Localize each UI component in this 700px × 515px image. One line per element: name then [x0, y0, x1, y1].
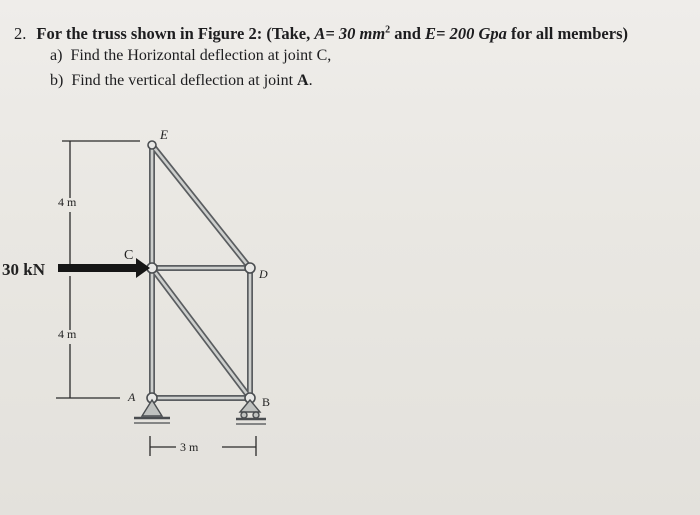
part-a-text: Find the Horizontal deflection at joint C,: [70, 47, 332, 64]
load-arrow: [58, 258, 150, 278]
modulus-value: = 200 Gpa: [436, 24, 507, 43]
joint-A-label: A: [128, 390, 136, 404]
part-b-label: b): [50, 72, 64, 89]
joint-D-label: D: [259, 267, 268, 281]
area-exponent: 2: [385, 24, 391, 36]
joint-D: [245, 263, 255, 273]
modulus-symbol: E: [425, 24, 437, 43]
part-b-text: Find the vertical deflection at joint: [71, 72, 298, 89]
question-number: 2.: [14, 24, 27, 43]
area-symbol: A: [314, 24, 326, 43]
dimension-bottom-label: 3 m: [180, 440, 199, 454]
question-intro: For the truss shown in Figure 2:: [36, 24, 263, 43]
dimension-lower-label: 4 m: [58, 327, 77, 341]
load-label: 30 kN: [2, 260, 45, 279]
dimension-upper-label: 4 m: [58, 195, 77, 209]
joint-C-label: C: [124, 248, 134, 263]
question-tail: for all members): [506, 24, 628, 43]
joint-E-label: E: [160, 127, 168, 142]
and-word: and: [390, 24, 426, 43]
area-value: = 30 mm: [325, 24, 386, 43]
pin-support-A: [134, 400, 170, 423]
truss-joints: [147, 141, 255, 403]
part-b-joint: A: [297, 72, 309, 89]
truss-members: [152, 145, 250, 398]
part-b-end: .: [308, 72, 313, 89]
part-a-label: a): [50, 47, 63, 64]
take-open: (Take,: [266, 24, 315, 43]
joint-E: [148, 141, 156, 149]
joint-B-label: B: [262, 395, 271, 409]
dimension-line-bottom: [150, 436, 256, 456]
